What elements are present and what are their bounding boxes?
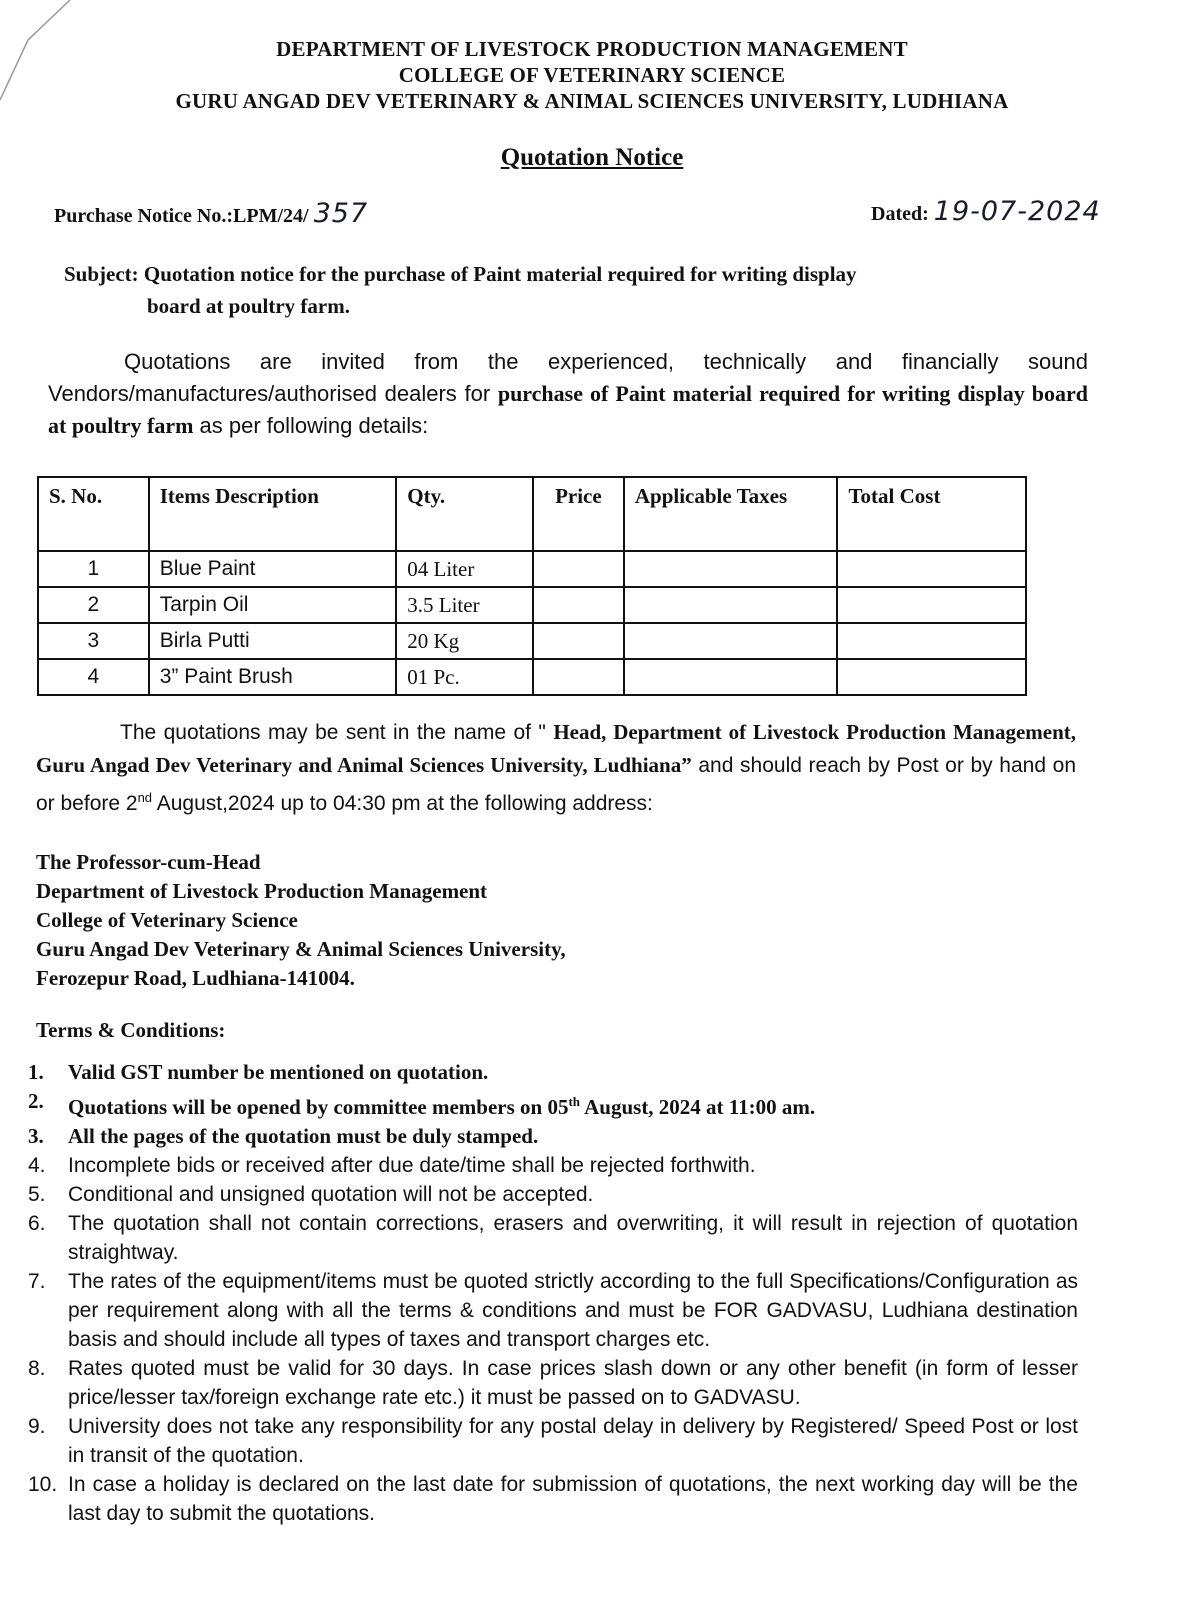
header-qty: Qty. [396,477,533,551]
letterhead-department: DEPARTMENT OF LIVESTOCK PRODUCTION MANAGEMENT [276,37,908,61]
header-items-description: Items Description [149,477,397,551]
address-line: College of Veterinary Science [36,908,298,932]
cell-taxes [624,659,838,695]
letterhead-college: COLLEGE OF VETERINARY SCIENCE [398,63,786,87]
letterhead-university: GURU ANGAD DEV VETERINARY & ANIMAL SCIENCES UNIVERSITY, LUDHIANA [175,89,1009,113]
cell-taxes [624,587,838,623]
purchase-notice-handwritten-number: 357 [313,198,369,229]
cell-item: 3” Paint Brush [149,659,397,695]
table-header-row [38,477,1026,551]
submission-text-3: August,2024 up to 04:30 pm at the following address: [152,792,653,815]
cell-sno: 1 [38,551,149,587]
cell-total [837,587,1026,623]
term-text-before: Quotations will be opened by committee members on 05 [68,1095,569,1119]
term-item [28,1412,1078,1470]
intro-paragraph [48,346,1088,442]
term-number: 4. [28,1154,46,1177]
term-number: 1. [28,1060,44,1084]
cell-price [533,659,624,695]
intro-bold-text: purchase of Paint material required for writing display board at poultry farm [48,381,1088,438]
cell-qty: 20 Kg [396,623,533,659]
term-text: The quotation shall not contain corrections, erasers and overwriting, it will result in rejection of quotation straightway. [68,1212,1078,1264]
submission-text-1: The quotations may be sent in the name of " [120,721,554,744]
dated-handwritten-value: 19-07-2024 [933,196,1101,227]
cell-price [533,623,624,659]
notice-title: Quotation Notice [500,144,684,171]
cell-total [837,551,1026,587]
term-number: 6. [28,1212,46,1235]
intro-tail: as per following details: [193,413,429,438]
purchase-notice-label: Purchase Notice No.:LPM/24/ [54,205,309,227]
term-text: Rates quoted must be valid for 30 days. In case prices slash down or any other benefit (in form of lesser price/lesser tax/foreign exchange rate etc.) it must be passed on to GADVASU. [68,1357,1078,1409]
term-number: 10. [28,1473,58,1496]
cell-price [533,551,624,587]
cell-qty: 04 Liter [396,551,533,587]
term-date-suffix: th [568,1094,581,1109]
cell-qty: 3.5 Liter [396,587,533,623]
term-text-after: August, 2024 at 11:00 am. [580,1095,816,1119]
subject-line-2: board at poultry farm. [147,294,350,318]
address-line: The Professor-cum-Head [36,850,261,874]
term-text: In case a holiday is declared on the last date for submission of quotations, the next working day will be the last day to submit the quotations. [68,1473,1078,1525]
address-line: Guru Angad Dev Veterinary & Animal Sciences University, [36,937,566,961]
cell-sno: 4 [38,659,149,695]
cell-sno: 2 [38,587,149,623]
address-line: Ferozepur Road, Ludhiana-141004. [36,966,355,990]
submission-text-2: and should reach by Post or by hand on or before 2 [36,754,1077,815]
term-text: University does not take any responsibility for any postal delay in delivery by Registered/ Speed Post or lost in transit of the quotation. [68,1415,1078,1467]
submission-date-suffix: nd [137,790,153,805]
term-text: Incomplete bids or received after due date/time shall be rejected forthwith. [68,1154,756,1177]
address-line: Department of Livestock Production Management [36,879,488,903]
terms-list [28,1058,1078,1528]
cell-total [837,623,1026,659]
cell-sno: 3 [38,623,149,659]
cell-item: Blue Paint [149,551,397,587]
header-sno: S. No. [38,477,149,551]
term-item [28,1180,1078,1209]
cell-taxes [624,551,838,587]
term-text: All the pages of the quotation must be duly stamped. [68,1124,539,1148]
subject [64,258,1084,322]
term-item [28,1122,1078,1151]
term-text: The rates of the equipment/items must be quoted strictly according to the full Specifications/Configuration as per requirement along with all the terms & conditions and must be FOR GADVASU, Ludhiana destination basis and should include all types of taxes and transport charges etc. [68,1270,1078,1351]
term-text: Valid GST number be mentioned on quotation. [68,1060,489,1084]
purchase-notice-number [54,198,368,229]
table-row [38,623,1026,659]
header-total-cost: Total Cost [837,477,1026,551]
letterhead [0,36,1184,114]
term-number: 5. [28,1183,46,1206]
cell-total [837,659,1026,695]
intro-text: Quotations are invited from the experienced, technically and financially sound Vendors/manufactures/authorised dealers for [48,349,1088,406]
items-table [37,476,1027,696]
term-number: 9. [28,1415,46,1438]
term-item [28,1151,1078,1180]
cell-item: Birla Putti [149,623,397,659]
table-row [38,659,1026,695]
table-row [38,587,1026,623]
term-item [28,1087,1078,1122]
term-item [28,1058,1078,1087]
cell-price [533,587,624,623]
header-price: Price [533,477,624,551]
term-item [28,1209,1078,1267]
term-text [68,1087,1078,1122]
term-item [28,1267,1078,1354]
table-row [38,551,1026,587]
term-item [28,1354,1078,1412]
postal-address [36,848,566,993]
submission-addressee: Head, Department of Livestock Production Management, Guru Angad Dev Veterinary and Animal Sciences University, Ludhiana” [36,720,1076,777]
submission-paragraph [36,716,1076,820]
cell-item: Tarpin Oil [149,587,397,623]
term-number: 8. [28,1357,46,1380]
terms-heading: Terms & Conditions: [36,1018,226,1042]
dated-label: Dated: [871,203,929,225]
term-text: Conditional and unsigned quotation will not be accepted. [68,1183,594,1206]
header-applicable-taxes: Applicable Taxes [624,477,838,551]
notice-date [871,196,1101,227]
term-number: 7. [28,1270,46,1293]
subject-line-1: Subject: Quotation notice for the purchase of Paint material required for writing display [64,262,857,286]
cell-taxes [624,623,838,659]
cell-qty: 01 Pc. [396,659,533,695]
term-item [28,1470,1078,1528]
term-number: 3. [28,1124,44,1148]
term-number: 2. [28,1089,44,1113]
